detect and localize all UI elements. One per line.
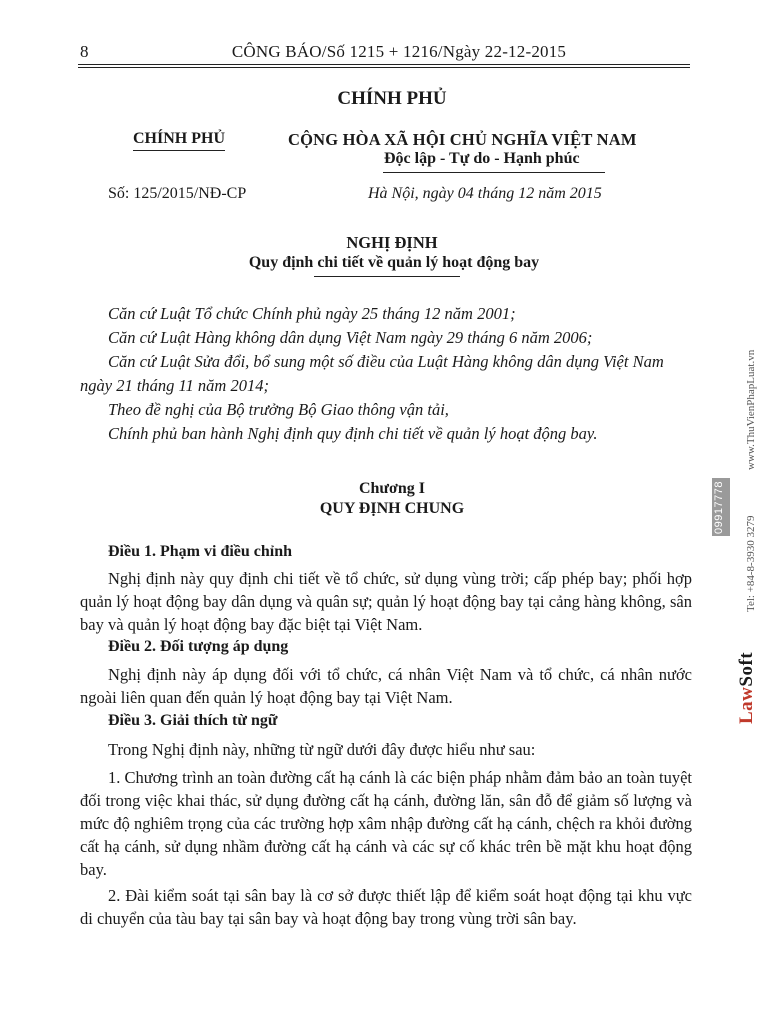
article-paragraph: 2. Đài kiểm soát tại sân bay là cơ sở được thiết lập để kiểm soát hoạt động tại khu vực di chuyển của tàu bay tại sân bay và hoạt động bay trong vùng trời sân bay. xyxy=(80,886,692,928)
legal-basis xyxy=(80,302,692,446)
header-rule-thin xyxy=(78,67,690,68)
basis-line: Theo đề nghị của Bộ trưởng Bộ Giao thông vận tải, xyxy=(108,400,449,419)
watermark-phone: Tel: +84-8-3930 3279 xyxy=(745,515,757,612)
header-rule xyxy=(78,64,690,65)
watermark-badge-text: 09917778 xyxy=(713,481,725,534)
nation-name: CỘNG HÒA XÃ HỘI CHỦ NGHĨA VIỆT NAM xyxy=(288,130,637,149)
watermark-logo xyxy=(736,652,758,724)
watermark-logo-soft: Soft xyxy=(736,651,757,687)
article-paragraph: 1. Chương trình an toàn đường cất hạ cánh là các biện pháp nhằm đảm bảo an toàn tuyệt đối trong việc khai thác, sử dụng đường cất hạ cánh, đường lăn, sân đỗ để giảm số lượng và mức độ nghiêm trọng của các trường hợp xâm nhập đường cất hạ cánh, chệch ra khỏi đường cất hạ cánh, sử dụng nhầm đường cất hạ cánh và các sự cố khác trên bề mặt khu hoạt động bay. xyxy=(80,768,692,879)
gazette-header: CÔNG BÁO/Số 1215 + 1216/Ngày 22-12-2015 xyxy=(231,42,567,61)
article-paragraph: Trong Nghị định này, những từ ngữ dưới đây được hiểu như sau: xyxy=(108,740,536,759)
chapter-number: Chương I xyxy=(358,480,426,497)
issuer-underline xyxy=(133,150,225,151)
page-title: CHÍNH PHỦ xyxy=(337,88,447,109)
motto-underline xyxy=(383,172,605,173)
watermark-site: www.ThuVienPhapLuat.vn xyxy=(745,349,757,470)
article-paragraph: Nghị định này quy định chi tiết về tổ chức, sử dụng vùng trời; cấp phép bay; phối hợp quản lý hoạt động bay dân dụng và quân sự; quản lý hoạt động bay tại cảng hàng không, sân bay và quản lý hoạt động bay đặc biệt tại Việt Nam. xyxy=(80,569,692,634)
article-title: Điều 3. Giải thích từ ngữ xyxy=(108,712,278,729)
basis-line: Chính phủ ban hành Nghị định quy định chi tiết về quản lý hoạt động bay. xyxy=(108,424,598,443)
article-title: Điều 1. Phạm vi điều chỉnh xyxy=(108,543,293,560)
chapter-name: QUY ĐỊNH CHUNG xyxy=(319,500,465,517)
article-paragraph: Nghị định này áp dụng đối với tổ chức, cá nhân Việt Nam và tổ chức, cá nhân nước ngoài liên quan đến quản lý hoạt động bay tại Việt Nam. xyxy=(80,665,692,707)
article-title: Điều 2. Đối tượng áp dụng xyxy=(108,638,289,655)
basis-line: Căn cứ Luật Hàng không dân dụng Việt Nam ngày 29 tháng 6 năm 2006; xyxy=(108,328,593,347)
page-number: 8 xyxy=(80,42,89,61)
watermark-logo-law: Law xyxy=(736,686,757,724)
motto: Độc lập - Tự do - Hạnh phúc xyxy=(384,150,580,167)
issuer: CHÍNH PHỦ xyxy=(133,130,225,147)
basis-line: Căn cứ Luật Tổ chức Chính phủ ngày 25 tháng 12 năm 2001; xyxy=(108,304,516,323)
basis-line: Căn cứ Luật Sửa đổi, bổ sung một số điều của Luật Hàng không dân dụng Việt Nam ngày 21 tháng 11 năm 2014; xyxy=(80,352,664,395)
document-number: Số: 125/2015/NĐ-CP xyxy=(108,185,247,202)
decree-title: NGHỊ ĐỊNH xyxy=(346,233,438,252)
decree-subtitle: Quy định chi tiết về quản lý hoạt động bay xyxy=(248,254,540,271)
decree-subtitle-underline xyxy=(314,276,460,277)
place-date: Hà Nội, ngày 04 tháng 12 năm 2015 xyxy=(368,185,602,202)
